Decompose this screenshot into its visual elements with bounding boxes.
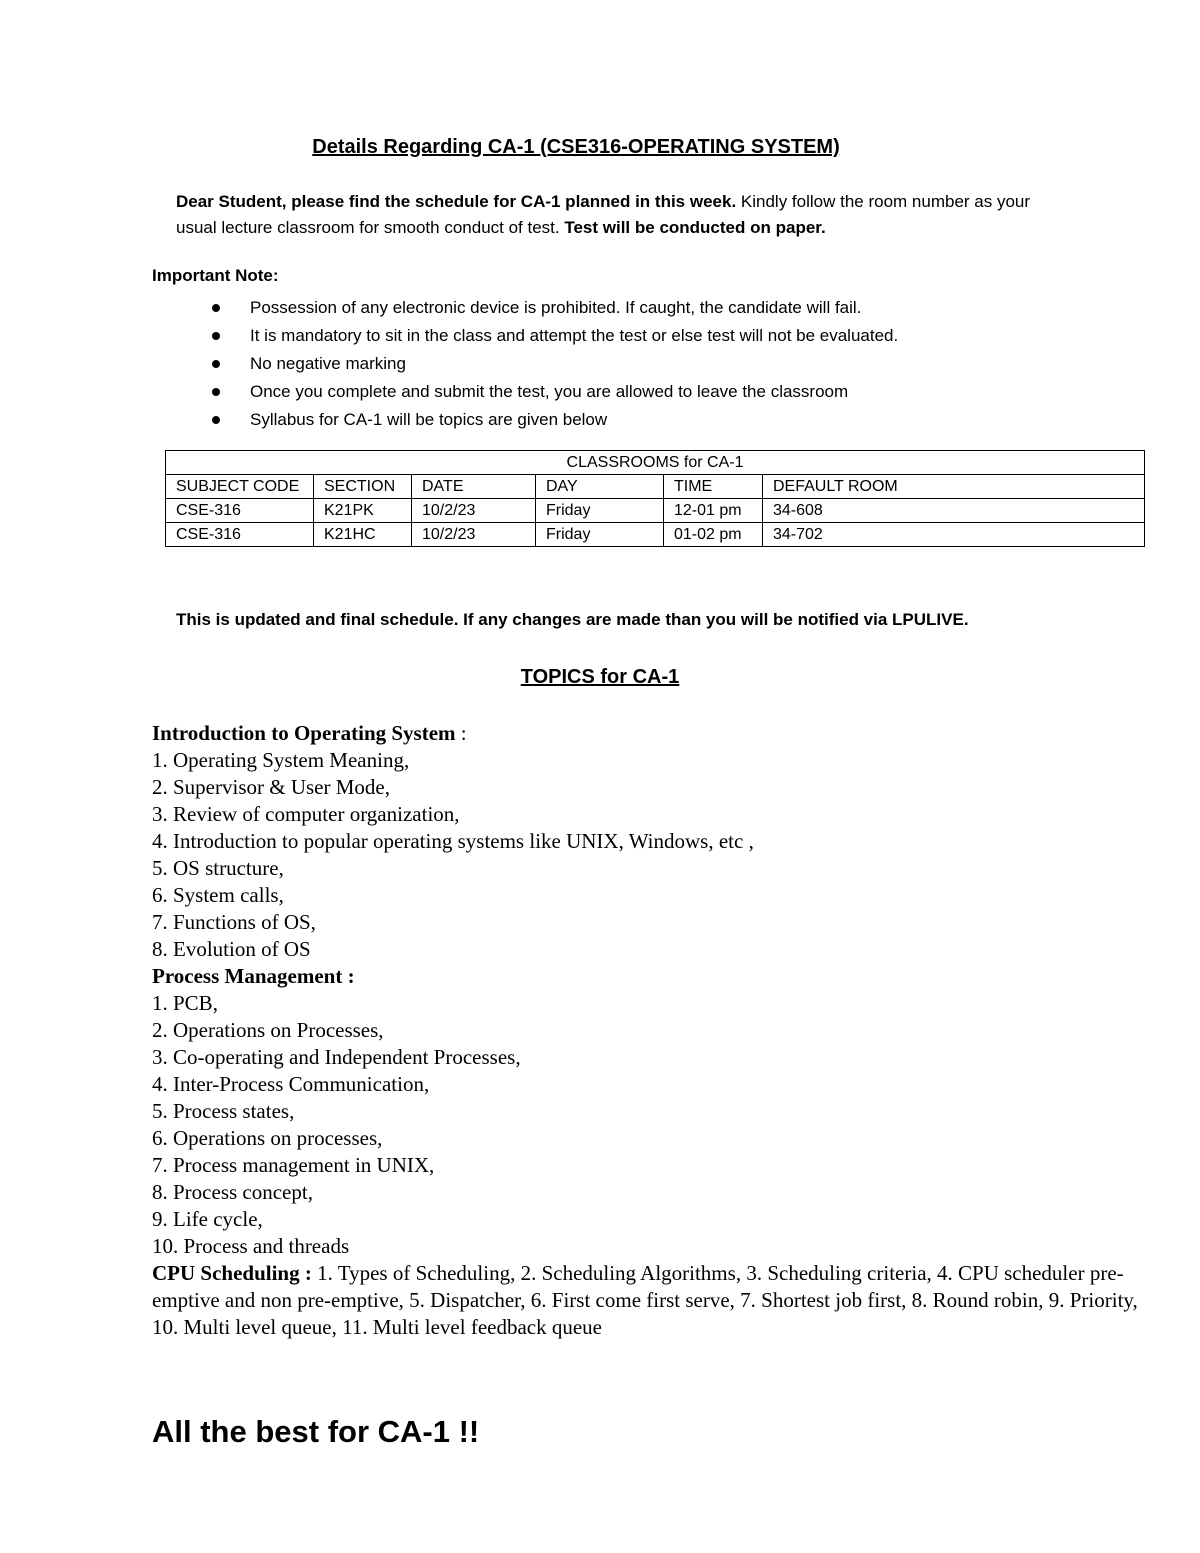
list-item: It is mandatory to sit in the class and attempt the test or else test will not be evaluated. <box>212 322 898 350</box>
bullet-icon <box>212 416 220 424</box>
section-title: CPU Scheduling : <box>152 1261 312 1285</box>
table-cell: 12-01 pm <box>664 499 763 523</box>
list-item: Once you complete and submit the test, you are allowed to leave the classroom <box>212 378 898 406</box>
list-item: 5. OS structure, <box>152 856 284 880</box>
table-cell: 34-608 <box>763 499 1145 523</box>
list-item: 7. Functions of OS, <box>152 910 316 934</box>
column-header: SECTION <box>314 475 412 499</box>
bullet-icon <box>212 332 220 340</box>
table-cell: 01-02 pm <box>664 523 763 547</box>
column-header: DAY <box>536 475 664 499</box>
table-cell: K21PK <box>314 499 412 523</box>
section-heading-process-management: Process Management : <box>152 964 355 988</box>
intro-regular-text: Kindly follow the room number as your usual lecture classroom for smooth conduct of test. <box>176 192 1031 237</box>
section-heading-intro-os <box>152 720 1152 747</box>
column-header: DATE <box>412 475 536 499</box>
classrooms-table <box>165 450 1145 547</box>
list-item: Possession of any electronic device is prohibited. If caught, the candidate will fail. <box>212 294 898 322</box>
list-item: 10. Process and threads <box>152 1234 350 1258</box>
table-cell: Friday <box>536 499 664 523</box>
list-item: 3. Review of computer organization, <box>152 802 460 826</box>
important-note-list <box>212 294 898 434</box>
bullet-icon <box>212 388 220 396</box>
bullet-icon <box>212 360 220 368</box>
section-title-suffix: : <box>455 721 467 745</box>
table-cell: 34-702 <box>763 523 1145 547</box>
list-item: 1. Operating System Meaning, <box>152 748 410 772</box>
cpu-scheduling-topics: 1. Types of Scheduling, 2. Scheduling Algorithms, 3. Scheduling criteria, 4. CPU scheduler pre-emptive and non pre-emptive, 5. Dispatcher, 6. First come first serve, 7. Shortest job first, 8. Round robin, 9. Priority, 10. Multi level queue, 11. Multi level feedback queue <box>152 1261 1138 1339</box>
list-item: 2. Supervisor & User Mode, <box>152 775 390 799</box>
table-cell: K21HC <box>314 523 412 547</box>
list-item: 2. Operations on Processes, <box>152 1018 384 1042</box>
important-note-heading: Important Note: <box>152 266 279 285</box>
list-item: 4. Inter-Process Communication, <box>152 1072 430 1096</box>
column-header: SUBJECT CODE <box>166 475 314 499</box>
intro-bold-text: Dear Student, please find the schedule for CA-1 planned in this week. <box>176 192 737 211</box>
list-item: 1. PCB, <box>152 991 218 1015</box>
list-item: Syllabus for CA-1 will be topics are given below <box>212 406 898 434</box>
table-cell: 10/2/23 <box>412 499 536 523</box>
table-cell: Friday <box>536 523 664 547</box>
intro-paragraph <box>176 189 1056 241</box>
list-item: 6. System calls, <box>152 883 284 907</box>
section-cpu-scheduling <box>152 1260 1152 1341</box>
table-caption: CLASSROOMS for CA-1 <box>166 451 1145 475</box>
table-row <box>166 499 1145 523</box>
section-title: Introduction to Operating System <box>152 721 456 745</box>
list-item: 6. Operations on processes, <box>152 1126 383 1150</box>
column-header: TIME <box>664 475 763 499</box>
list-item: 8. Process concept, <box>152 1180 313 1204</box>
table-cell: 10/2/23 <box>412 523 536 547</box>
topics-heading: TOPICS for CA-1 <box>520 666 680 688</box>
list-item: 8. Evolution of OS <box>152 937 311 961</box>
bullet-icon <box>212 304 220 312</box>
final-schedule-note: This is updated and final schedule. If any changes are made than you will be notified via LPULIVE. <box>176 610 969 629</box>
list-item: 3. Co-operating and Independent Processes, <box>152 1045 521 1069</box>
intro-bold-end-text: Test will be conducted on paper. <box>559 218 826 237</box>
syllabus <box>152 720 1152 1341</box>
list-item: 4. Introduction to popular operating systems like UNIX, Windows, etc , <box>152 829 754 853</box>
table-header-row <box>166 475 1145 499</box>
closing-message: All the best for CA-1 !! <box>152 1414 480 1449</box>
table-cell: CSE-316 <box>166 499 314 523</box>
page-title: Details Regarding CA-1 (CSE316-OPERATING SYSTEM) <box>312 136 840 158</box>
column-header: DEFAULT ROOM <box>763 475 1145 499</box>
list-item: No negative marking <box>212 350 898 378</box>
table-cell: CSE-316 <box>166 523 314 547</box>
table-row <box>166 523 1145 547</box>
table-caption-row <box>166 451 1145 475</box>
list-item: 9. Life cycle, <box>152 1207 263 1231</box>
list-item: 7. Process management in UNIX, <box>152 1153 435 1177</box>
list-item: 5. Process states, <box>152 1099 295 1123</box>
